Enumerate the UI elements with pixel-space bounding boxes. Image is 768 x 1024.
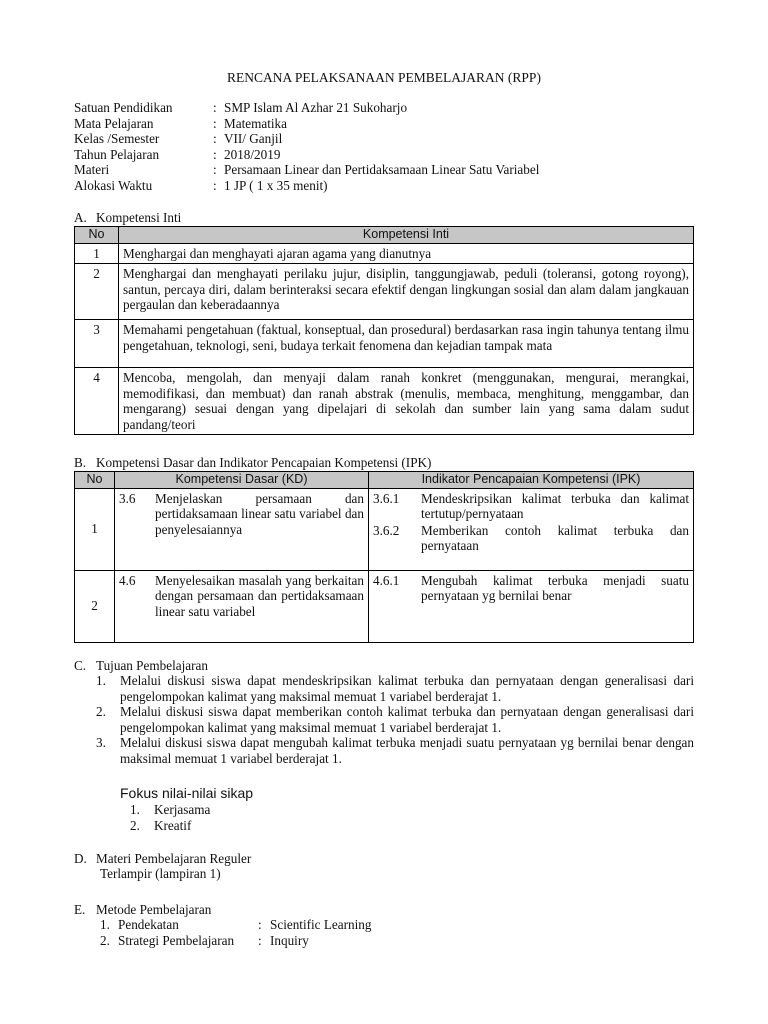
colon: : — [258, 933, 262, 948]
identity-value: VII/ Ganjil — [224, 131, 283, 146]
section-a-heading — [74, 210, 181, 226]
item-text: Melalui diskusi siswa dapat mendeskripsikan kalimat terbuka dan pernyataan dengan generalisasi dari pengelompokan kalimat yang maksimal memuat 1 variabel berderajat 1. — [120, 673, 694, 704]
item-key: Strategi Pembelajaran — [118, 933, 235, 948]
table-header — [75, 472, 694, 489]
section-letter: D. — [74, 851, 87, 866]
item-text: Melalui diskusi siswa dapat memberikan contoh kalimat terbuka dan pernyataan dengan generalisasi dari pengelompokan kalimat yang maksimal memuat 1 variabel berderajat 1. — [120, 704, 694, 735]
identity-key: Tahun Pelajaran — [74, 146, 160, 162]
ipk-text: Mendeskripsikan kalimat terbuka dan kalimat tertutup/pernyataan — [421, 490, 689, 521]
section-c-heading — [74, 658, 208, 674]
identity-row — [74, 131, 539, 147]
section-letter: C. — [74, 658, 87, 673]
document-title: RENCANA PELAKSANAAN PEMBELAJARAN (RPP) — [227, 70, 541, 85]
identity-row — [74, 100, 539, 116]
identity-row — [74, 147, 539, 163]
table-row — [75, 264, 694, 320]
kd-text: Menyelesaikan masalah yang berkaitan dengan persamaan dan pertidaksamaan linear satu variabel — [155, 572, 364, 619]
colon: : — [213, 146, 217, 162]
item-text: Kerjasama — [154, 802, 211, 817]
row-no: 4 — [75, 368, 119, 435]
identity-value: SMP Islam Al Azhar 21 Sukoharjo — [224, 100, 408, 115]
list-item — [130, 818, 210, 834]
item-number: 1. — [100, 917, 110, 932]
row-no: 3 — [75, 320, 119, 368]
item-text: Melalui diskusi siswa dapat mengubah kalimat terbuka menjadi suatu pernyataan yg bernilai benar dengan maksimal memuat 1 variabel berderajat 1. — [120, 735, 694, 766]
kd-text: Menjelaskan persamaan dan pertidaksamaan linear satu variabel dan penyelesaiannya — [155, 490, 364, 537]
section-letter: E. — [74, 902, 86, 917]
identity-table — [74, 100, 539, 193]
colon: : — [213, 177, 217, 193]
item-number: 2. — [96, 704, 106, 719]
list-item — [96, 673, 694, 704]
table-row — [75, 570, 694, 642]
row-text: Menghargai dan menghayati perilaku jujur, disiplin, tanggungjawab, peduli (toleransi, gotong royong), santun, percaya diri, dalam berinteraksi secara efektif dengan lingkungan sosial dan alam dalam jangkauan pergaulan dan keberadaannya — [119, 264, 694, 320]
list-item — [96, 735, 694, 766]
ipk-code: 3.6.1 — [373, 490, 400, 506]
table-row — [75, 320, 694, 368]
row-text: Menghargai dan menghayati ajaran agama yang dianutnya — [119, 243, 694, 264]
identity-value: 1 JP ( 1 x 35 menit) — [224, 177, 328, 193]
section-title: Tujuan Pembelajaran — [96, 658, 208, 673]
identity-key: Materi — [74, 162, 110, 177]
identity-value: 2018/2019 — [224, 146, 281, 162]
colon: : — [213, 131, 217, 146]
item-number: 3. — [96, 735, 106, 750]
identity-row — [74, 162, 539, 178]
materi-content: Terlampir (lampiran 1) — [100, 866, 221, 881]
ipk-text: Mengubah kalimat terbuka menjadi suatu pernyataan yg bernilai benar — [421, 572, 689, 603]
header-no: No — [75, 472, 115, 489]
list-item — [96, 704, 694, 735]
header-ipk: Indikator Pencapaian Kompetensi (IPK) — [369, 472, 694, 489]
colon: : — [258, 917, 262, 932]
identity-value: Matematika — [224, 115, 287, 131]
section-title: Kompetensi Dasar dan Indikator Pencapaian Kompetensi (IPK) — [96, 455, 432, 470]
row-no: 1 — [75, 488, 115, 570]
table-header — [75, 227, 694, 244]
kd-ipk-table — [74, 471, 694, 643]
ipk-cell — [369, 570, 694, 642]
section-d-heading — [74, 851, 251, 867]
kompetensi-inti-table — [74, 226, 694, 435]
header-no: No — [75, 227, 119, 244]
metode-item — [100, 933, 309, 949]
identity-key: Alokasi Waktu — [74, 177, 153, 193]
ipk-code: 4.6.1 — [373, 572, 400, 588]
item-key: Pendekatan — [118, 917, 179, 932]
item-number: 1. — [96, 673, 106, 688]
section-e-heading — [74, 902, 211, 918]
colon: : — [213, 115, 217, 131]
tujuan-list — [96, 673, 694, 766]
item-number: 2. — [130, 817, 140, 833]
metode-item — [100, 917, 371, 933]
item-value: Inquiry — [270, 933, 309, 948]
item-number: 2. — [100, 933, 110, 948]
section-title: Kompetensi Inti — [96, 210, 182, 225]
table-row — [75, 488, 694, 570]
ipk-code: 3.6.2 — [373, 522, 400, 538]
identity-row — [74, 116, 539, 132]
kd-cell — [115, 570, 369, 642]
row-text: Memahami pengetahuan (faktual, konseptual, dan prosedural) berdasarkan rasa ingin tahunya tentang ilmu pengetahuan, teknologi, seni, budaya terkait fenomena dan kejadian tampak mata — [119, 320, 694, 368]
identity-key: Satuan Pendidikan — [74, 100, 173, 115]
identity-key: Kelas /Semester — [74, 131, 160, 146]
kd-cell — [115, 488, 369, 570]
kd-code: 4.6 — [119, 572, 136, 588]
row-no: 2 — [75, 570, 115, 642]
header-kd: Kompetensi Dasar (KD) — [115, 472, 369, 489]
item-value: Scientific Learning — [270, 917, 372, 932]
table-row — [75, 368, 694, 435]
row-text: Mencoba, mengolah, dan menyaji dalam ranah konkret (menggunakan, mengurai, merangkai, memodifikasi, dan membuat) dan ranah abstrak (menulis, membaca, menghitung, menggambar, dan mengarang) sesuai dengan yang dipelajari di sekolah dan sumber lain yang sama dalam sudut pandang/teori — [119, 368, 694, 435]
identity-key: Mata Pelajaran — [74, 115, 154, 131]
item-number: 1. — [130, 802, 140, 817]
colon: : — [213, 162, 217, 177]
list-item — [130, 802, 210, 818]
table-row — [75, 243, 694, 264]
item-text: Kreatif — [154, 817, 192, 833]
section-title: Metode Pembelajaran — [96, 902, 212, 917]
row-no: 1 — [75, 243, 119, 264]
fokus-list — [130, 802, 210, 833]
section-letter: A. — [74, 210, 87, 225]
ipk-text: Memberikan contoh kalimat terbuka dan pernyataan — [421, 522, 689, 553]
identity-row — [74, 178, 539, 194]
fokus-heading: Fokus nilai-nilai sikap — [120, 785, 254, 801]
colon: : — [213, 100, 217, 115]
kd-code: 3.6 — [119, 490, 136, 506]
section-title: Materi Pembelajaran Reguler — [96, 851, 252, 866]
identity-value: Persamaan Linear dan Pertidaksamaan Linear Satu Variabel — [224, 162, 540, 177]
section-letter: B. — [74, 455, 87, 470]
ipk-cell — [369, 488, 694, 570]
header-ki: Kompetensi Inti — [119, 227, 694, 244]
row-no: 2 — [75, 264, 119, 320]
section-b-heading — [74, 455, 431, 471]
